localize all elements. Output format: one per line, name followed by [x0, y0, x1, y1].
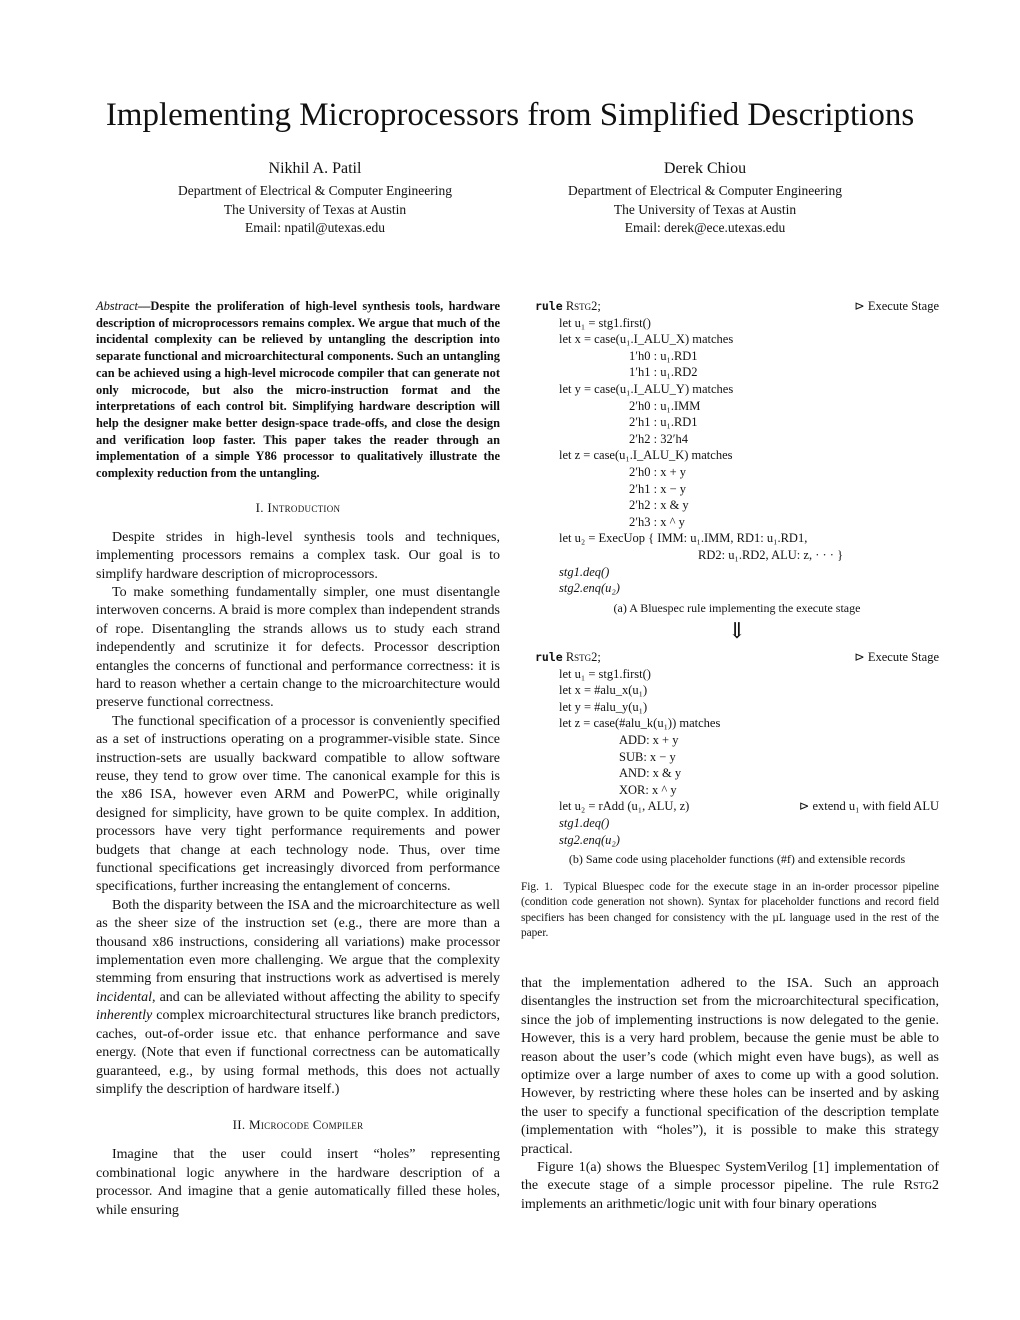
code-line: stg2.enq(u₂) [559, 581, 620, 596]
code-line: let x = case(u₁.I_ALU_X) matches [559, 332, 734, 347]
author-block-1 [120, 158, 510, 238]
text-run: Figure 1(a) shows the Bluespec SystemVerilog [1] implementation of the execute stage of a simple processor pipeline. The rule [521, 1160, 939, 1194]
code-line: let u₂ = ExecUop { IMM: u₁.IMM, RD1: u₁.RD1, [559, 531, 808, 546]
author-block-2 [510, 158, 900, 238]
left-column [96, 298, 500, 1220]
emphasis: inherently [96, 1008, 153, 1024]
code-line: let z = case(u₁.I_ALU_K) matches [559, 448, 733, 463]
comment: ⊳ Execute Stage [854, 650, 939, 664]
code-line: let u₁ = stg1.first() [559, 315, 651, 330]
code-text: let u₂ = rAdd (u₁, ALU, z) [559, 799, 690, 814]
code-line: let u₁ = stg1.first() [559, 666, 651, 681]
code-line: SUB: x − y [619, 749, 676, 764]
code-line: rule Rstg2; ⊳ Execute Stage [535, 299, 939, 313]
comment: ⊳ extend u₁ with field ALU [798, 799, 939, 814]
text-run: , and can be alleviated without affecting the ability to specify [152, 989, 500, 1005]
code-line: let z = case(#alu_k(u₁)) matches [559, 716, 721, 731]
code-line: ADD: x + y [619, 732, 679, 747]
text-run: implements an arithmetic/logic unit with four binary operations [521, 1196, 877, 1212]
paper-title: Implementing Microprocessors from Simplified Descriptions [105, 97, 915, 133]
abstract [96, 298, 500, 482]
section-number: I. [255, 499, 268, 515]
abstract-text: —Despite the proliferation of high-level synthesis tools, hardware description of microprocessors remains complex. We argue that much of the incidental complexity can be relieved by untangling the description into separate functional and microarchitectural components. Such an untangling can be achieved using a high-level microcode compiler that can generate not only microcode, but also the micro-instruction format and the interpretations of each control bit. Simplifying hardware description will help the designer make better design-space trade-offs, and close the design and verification loop faster. This paper takes the reader through an implementation of a simple Y86 processor to qualitatively illustrate the complexity reduction from the untangling. [96, 299, 500, 481]
code-line: let x = #alu_x(u₁) [559, 683, 648, 698]
code-line: 1′h0 : u₁.RD1 [629, 348, 698, 363]
code-line: stg2.enq(u₂) [559, 832, 620, 847]
rule-name: Rstg2 [565, 650, 598, 664]
code-line: 2′h2 : 32′h4 [629, 431, 688, 446]
author-dept: Department of Electrical & Computer Engineering [567, 183, 843, 198]
code-line: 2′h1 : x − y [629, 481, 687, 496]
code-line: 2′h2 : x & y [629, 498, 689, 513]
code-line: AND: x & y [619, 766, 682, 781]
code-line: 2′h0 : x + y [629, 464, 687, 479]
author-email: Email: derek@ece.utexas.edu [624, 220, 786, 235]
code-line: 2′h0 : u₁.IMM [629, 398, 701, 413]
code-line: stg1.deq() [559, 815, 610, 830]
section-title: Microcode Compiler [248, 1117, 364, 1133]
rule-name: Rstg2 [903, 1178, 939, 1194]
figure-caption-text: Typical Bluespec code for the execute stage in an in-order processor pipeline (condition code generation not shown). Syntax for placeholder functions and record field specifiers has been changed for consistency with the µL language used in the rest of the paper. [521, 881, 939, 939]
paragraph [96, 897, 500, 1099]
figure-caption [521, 880, 939, 941]
emphasis: incidental [96, 989, 152, 1005]
author-univ: The University of Texas at Austin [223, 201, 407, 217]
section-heading-introduction [96, 499, 500, 517]
paragraph: Imagine that the user could insert “holes” representing combinational logic anywhere in the hardware description of a processor. And imagine that a genie automatically filled these holes, while ensuring [96, 1147, 500, 1218]
paragraph [521, 1159, 939, 1214]
section-heading-microcode-compiler [96, 1116, 500, 1134]
paragraph: To make something fundamentally simpler, one must disentangle interwoven concerns. A braid is more complex than independent strands of rope. Disentangling the strands allows us to study each strand independently and scrutinize it for defects. Processor description entangles the concerns of functional and performance correctness: it is hard to reason whether a certain change to the microarchitecture would preserve functional correctness. [96, 584, 500, 711]
code-line: XOR: x ^ y [619, 782, 677, 797]
code-line: 2′h3 : x ^ y [629, 514, 685, 529]
code-line: let y = #alu_y(u₁) [559, 699, 648, 714]
code-listing-b [535, 649, 939, 867]
author-univ: The University of Texas at Austin [613, 201, 797, 217]
paragraph: that the implementation adhered to the ISA. Such an approach disentangles the instruction set from the microarchitectural specification, since the job of implementing instructions is now delegated to the genie. However, this is a very hard problem, because the genie must be able to reason about the user’s code (which might even have bugs), as well as optimize over a large number of axes to come up with a good solution. However, by restricting where these holes can be inserted and by asking the user to specify a functional specification of the description template (implementation with “holes”), it is possible to make this strategy practical. [521, 976, 939, 1157]
code-line [535, 798, 939, 815]
rule-name: Rstg2 [565, 299, 598, 313]
author-email: Email: npatil@utexas.edu [245, 220, 385, 235]
code-line: rule Rstg2; ⊳ Execute Stage [535, 650, 939, 664]
paragraph: Despite strides in high-level synthesis tools and techniques, implementing processors remains a complex task. Our goal is to simplify hardware description of microprocessors. [96, 529, 500, 582]
abstract-label: Abstract [96, 299, 138, 313]
keyword: rule [535, 299, 563, 313]
code-line: stg1.deq() [559, 564, 610, 579]
code-line: 1′h1 : u₁.RD2 [629, 365, 698, 380]
comment: ⊳ Execute Stage [854, 299, 939, 313]
author-dept: Department of Electrical & Computer Engineering [177, 183, 453, 198]
code-line: let y = case(u₁.I_ALU_Y) matches [559, 381, 734, 396]
text-run: Both the disparity between the ISA and the microarchitecture as well as the sheer size of the instruction set (e.g., there are more than a thousand x86 instructions, considering all variations) make processor implementation even more challenging. We argue that the complexity stemming from ensuring that instructions work as advertised is merely [96, 897, 500, 987]
author-name: Nikhil A. Patil [268, 160, 362, 177]
section-number: II. [232, 1117, 249, 1133]
text-run: complex microarchitectural structures like branch predictors, caches, out-of-order issue etc. that enhance performance and save energy. (Note that even if functional correctness can be automatically guaranteed, e.g., by using formal methods, this does not actually simplify the description of hardware itself.) [96, 1008, 500, 1097]
code-line: 2′h1 : u₁.RD1 [629, 415, 698, 430]
code-line: RD2: u₁.RD2, ALU: z, · · · } [698, 547, 844, 562]
code-listing-a [535, 298, 939, 642]
figure-label: Fig. 1. [521, 881, 553, 893]
subcaption-a: (a) A Bluespec rule implementing the execute stage [613, 600, 861, 615]
down-arrow-icon: ⇓ [727, 617, 747, 643]
section-title: Introduction [267, 499, 341, 515]
keyword: rule [535, 650, 563, 664]
paragraph: The functional specification of a processor is conveniently specified as a set of instructions operating on a programmer-visible state. Since instruction-sets are usually backward compatible to allow software reuse, they tend to grow over time. The canonical example for this is the x86 ISA, however even ARM and PowerPC, while originally designed for simplicity, have grown to be quite complex. In addition, processors have very tight performance requirements and power budgets that change at each technology node. Thus, over time functional specifications get increasingly divorced from performance specifications, further increasing the entanglement of concerns. [96, 713, 500, 895]
author-name: Derek Chiou [663, 160, 747, 177]
right-column-text [521, 975, 939, 1214]
subcaption-b: (b) Same code using placeholder functions (#f) and extensible records [568, 852, 906, 867]
